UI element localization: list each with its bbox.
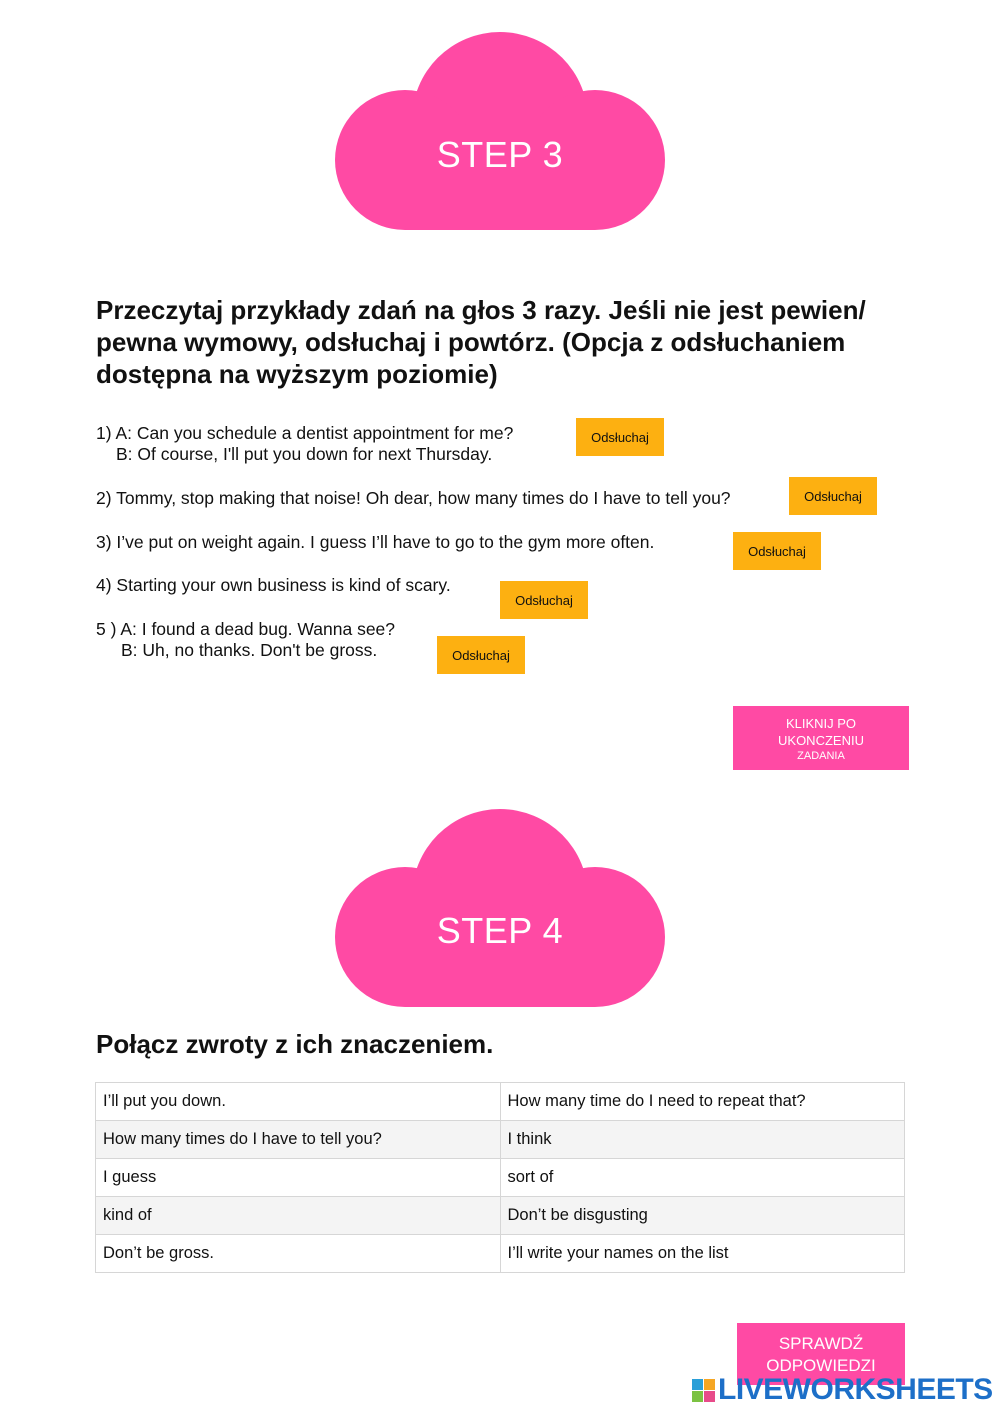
table-cell-phrase[interactable]: Don’t be gross. — [96, 1235, 501, 1273]
sentence-1-line2: B: Of course, I'll put you down for next Thursday. — [116, 444, 493, 464]
sentence-2-line1: 2) Tommy, stop making that noise! Oh dear, how many times do I have to tell you? — [96, 488, 731, 508]
table-cell-meaning[interactable]: How many time do I need to repeat that? — [500, 1083, 905, 1121]
cloud-shape-icon — [335, 30, 665, 230]
listen-button-5[interactable]: Odsłuchaj — [437, 636, 525, 674]
logo-text: LIVEWORKSHEETS — [718, 1373, 993, 1406]
sentence-3 — [96, 532, 654, 553]
sentence-1 — [96, 423, 513, 465]
task-done-button[interactable] — [733, 706, 909, 770]
table-cell-phrase[interactable]: I’ll put you down. — [96, 1083, 501, 1121]
table-cell-phrase[interactable]: I guess — [96, 1159, 501, 1197]
listen-button-4[interactable]: Odsłuchaj — [500, 581, 588, 619]
listen-button-3[interactable]: Odsłuchaj — [733, 532, 821, 570]
table-row — [96, 1159, 905, 1197]
table-cell-phrase[interactable]: kind of — [96, 1197, 501, 1235]
listen-button-2[interactable]: Odsłuchaj — [789, 477, 877, 515]
liveworksheets-logo — [692, 1374, 993, 1406]
step4-cloud — [335, 807, 665, 1007]
table-cell-meaning[interactable]: I’ll write your names on the list — [500, 1235, 905, 1273]
sentence-3-line1: 3) I’ve put on weight again. I guess I’ll have to go to the gym more often. — [96, 532, 655, 552]
done-line1: KLIKNIJ PO — [785, 716, 857, 731]
sentence-5 — [96, 619, 395, 661]
sentence-5-line1: 5 ) A: I found a dead bug. Wanna see? — [96, 619, 396, 639]
done-line3: ZADANIA — [797, 750, 845, 762]
table-cell-meaning[interactable]: Don’t be disgusting — [500, 1197, 905, 1235]
sentence-1-line1: 1) A: Can you schedule a dentist appointment for me? — [96, 423, 514, 443]
liveworksheets-logo-icon — [692, 1379, 715, 1402]
step4-title: STEP 4 — [436, 910, 564, 951]
matching-table — [95, 1082, 905, 1273]
table-row — [96, 1083, 905, 1121]
sentence-4 — [96, 575, 451, 596]
table-row — [96, 1197, 905, 1235]
listen-button-1[interactable]: Odsłuchaj — [576, 418, 664, 456]
sentence-4-line1: 4) Starting your own business is kind of scary. — [96, 575, 451, 595]
sentence-2 — [96, 488, 731, 509]
step3-title: STEP 3 — [436, 134, 564, 175]
table-cell-phrase[interactable]: How many times do I have to tell you? — [96, 1121, 501, 1159]
table-row — [96, 1121, 905, 1159]
sentence-5-line2: B: Uh, no thanks. Don't be gross. — [121, 640, 378, 660]
table-row — [96, 1235, 905, 1273]
table-cell-meaning[interactable]: I think — [500, 1121, 905, 1159]
cloud-shape-icon — [335, 807, 665, 1007]
check-line1: SPRAWDŹ — [778, 1334, 864, 1353]
step3-instruction: Przeczytaj przykłady zdań na głos 3 razy. Jeśli nie jest pewien/ pewna wymowy, odsłuchaj i powtórz. (Opcja z odsłuchaniem dostępna na wyższym poziomie) — [96, 295, 866, 389]
done-line2: UKONCZENIU — [778, 733, 864, 748]
step4-instruction: Połącz zwroty z ich znaczeniem. — [96, 1029, 494, 1059]
check-line2: ODPOWIEDZI — [766, 1356, 876, 1375]
step3-cloud — [335, 30, 665, 230]
table-cell-meaning[interactable]: sort of — [500, 1159, 905, 1197]
